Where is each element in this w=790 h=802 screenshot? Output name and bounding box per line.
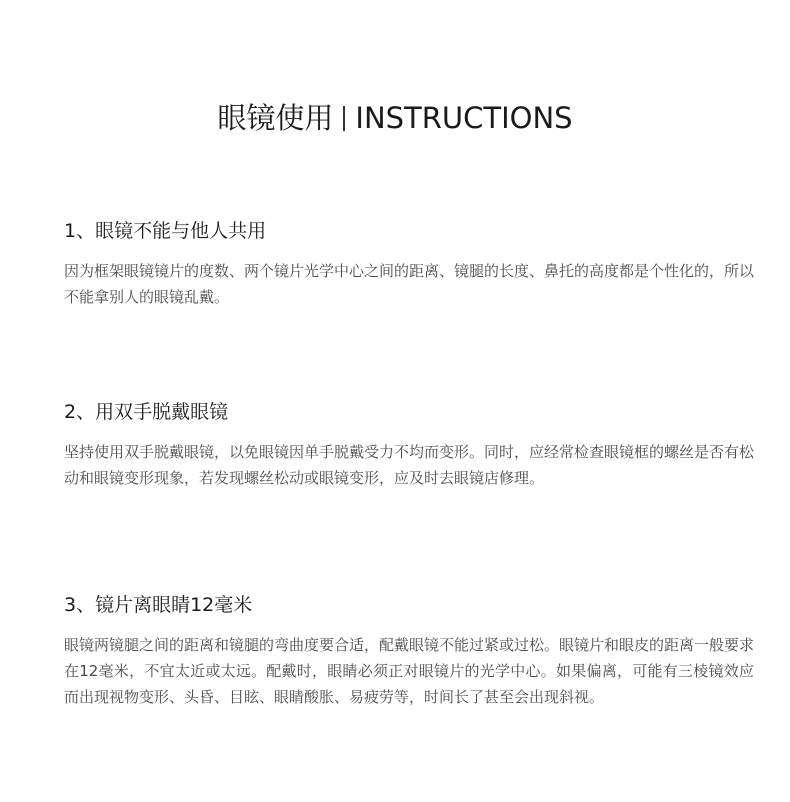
page-title-cn: 眼镜使用 (217, 101, 334, 135)
title-separator (343, 106, 345, 131)
section-heading: 2、用双手脱戴眼镜 (64, 401, 229, 423)
instruction-section-1 (64, 217, 754, 310)
section-heading: 1、眼镜不能与他人共用 (64, 220, 267, 242)
section-body: 因为框架眼镜镜片的度数、两个镜片光学中心之间的距离、镜腿的长度、鼻托的高度都是个性化的，所以不能拿别人的眼镜乱戴。 (64, 262, 755, 306)
section-body: 眼镜两镜腿之间的距离和镜腿的弯曲度要合适，配戴眼镜不能过紧或过松。眼镜片和眼皮的距离一般要求在12毫米，不宜太近或太远。配戴时，眼睛必须正对眼镜片的光学中心。如果偏离，可能有三棱镜效应而出现视物变形、头昏、目眩、眼睛酸胀、易疲劳等，时间长了甚至会出现斜视。 (64, 636, 755, 706)
instruction-section-2 (64, 398, 754, 491)
section-body: 坚持使用双手脱戴眼镜，以免眼镜因单手脱戴受力不均而变形。同时，应经常检查眼镜框的螺丝是否有松动和眼镜变形现象，若发现螺丝松动或眼镜变形，应及时去眼镜店修理。 (64, 443, 755, 487)
page-title-en: INSTRUCTIONS (355, 101, 573, 135)
page-title (0, 96, 790, 140)
instruction-section-3 (64, 591, 754, 710)
section-heading: 3、镜片离眼睛12毫米 (64, 594, 253, 616)
